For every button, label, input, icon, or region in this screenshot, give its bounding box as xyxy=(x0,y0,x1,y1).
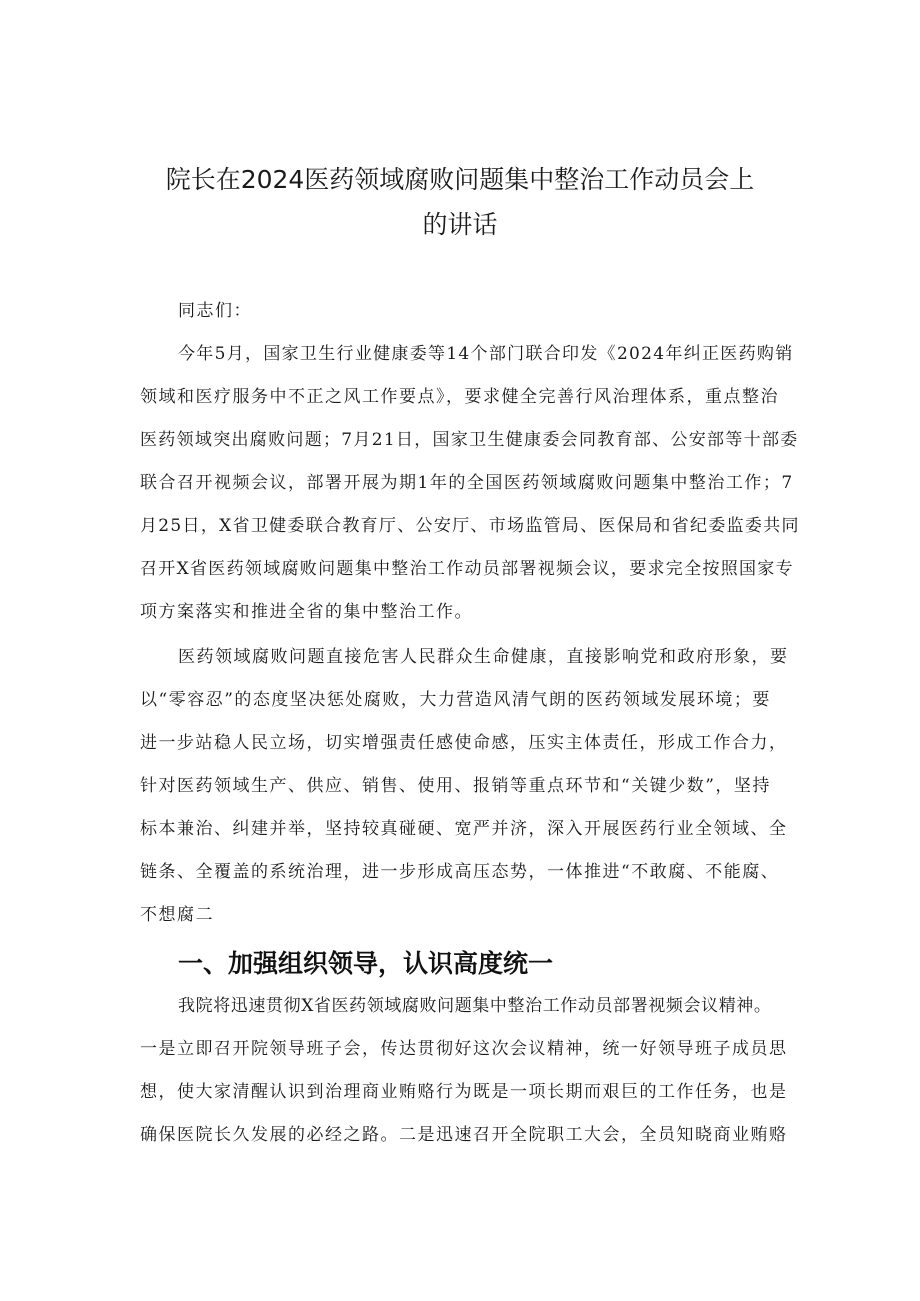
paragraph-line: 链条、全覆盖的系统治理，进一步形成高压态势，一体推进“不敢腐、不能腐、 xyxy=(140,862,780,882)
paragraph-line: 针对医药领域生产、供应、销售、使用、报销等重点环节和“关键少数”，坚持 xyxy=(140,776,771,796)
paragraph-line: 医药领域腐败问题直接危害人民群众生命健康，直接影响党和政府形象，要 xyxy=(178,647,789,667)
paragraph-line: 想，使大家清醒认识到治理商业贿赂行为既是一项长期而艰巨的工作任务，也是 xyxy=(140,1082,788,1102)
paragraph-line: 以“零容忍”的态度坚决惩处腐败，大力营造风清气朗的医药领域发展环境；要 xyxy=(140,690,771,710)
paragraph-line: 月25日，X省卫健委联合教育厅、公安厅、市场监管局、医保局和省纪委监委共同 xyxy=(140,516,800,536)
salutation: 同志们： xyxy=(178,301,252,321)
document-title-line-1: 院长在2024医药领域腐败问题集中整治工作动员会上 xyxy=(165,165,755,194)
paragraph-line: 领域和医疗服务中不正之风工作要点》，要求健全完善行风治理体系，重点整治 xyxy=(140,387,779,407)
paragraph-line: 联合召开视频会议，部署开展为期1年的全国医药领域腐败问题集中整治工作；7 xyxy=(140,473,794,493)
paragraph-line: 项方案落实和推进全省的集中整治工作。 xyxy=(140,602,473,622)
paragraph-line: 确保医院长久发展的必经之路。二是迅速召开全院职工大会，全员知晓商业贿赂 xyxy=(140,1125,788,1145)
paragraph-line: 不想腐二 xyxy=(140,905,214,925)
paragraph-line: 召开X省医药领域腐败问题集中整治工作动员部署视频会议，要求完全按照国家专 xyxy=(140,559,794,579)
paragraph-line: 医药领域突出腐败问题；7月21日，国家卫生健康委会同教育部、公安部等十部委 xyxy=(140,430,799,450)
paragraph-line: 一是立即召开院领导班子会，传达贯彻好这次会议精神，统一好领导班子成员思 xyxy=(140,1039,788,1059)
paragraph-line: 进一步站稳人民立场，切实增强责任感使命感，压实主体责任，形成工作合力， xyxy=(140,733,788,753)
section-heading: 一、加强组织领导，认识高度统一 xyxy=(178,949,554,978)
paragraph-line: 我院将迅速贯彻X省医药领域腐败问题集中整治工作动员部署视频会议精神。 xyxy=(178,996,772,1016)
paragraph-line: 标本兼治、纠建并举，坚持较真碰硬、宽严并济，深入开展医药行业全领域、全 xyxy=(140,819,788,839)
document-title-line-2: 的讲话 xyxy=(422,210,498,239)
paragraph-line: 今年5月，国家卫生行业健康委等14个部门联合印发《2024年纠正医药购销 xyxy=(178,344,794,364)
